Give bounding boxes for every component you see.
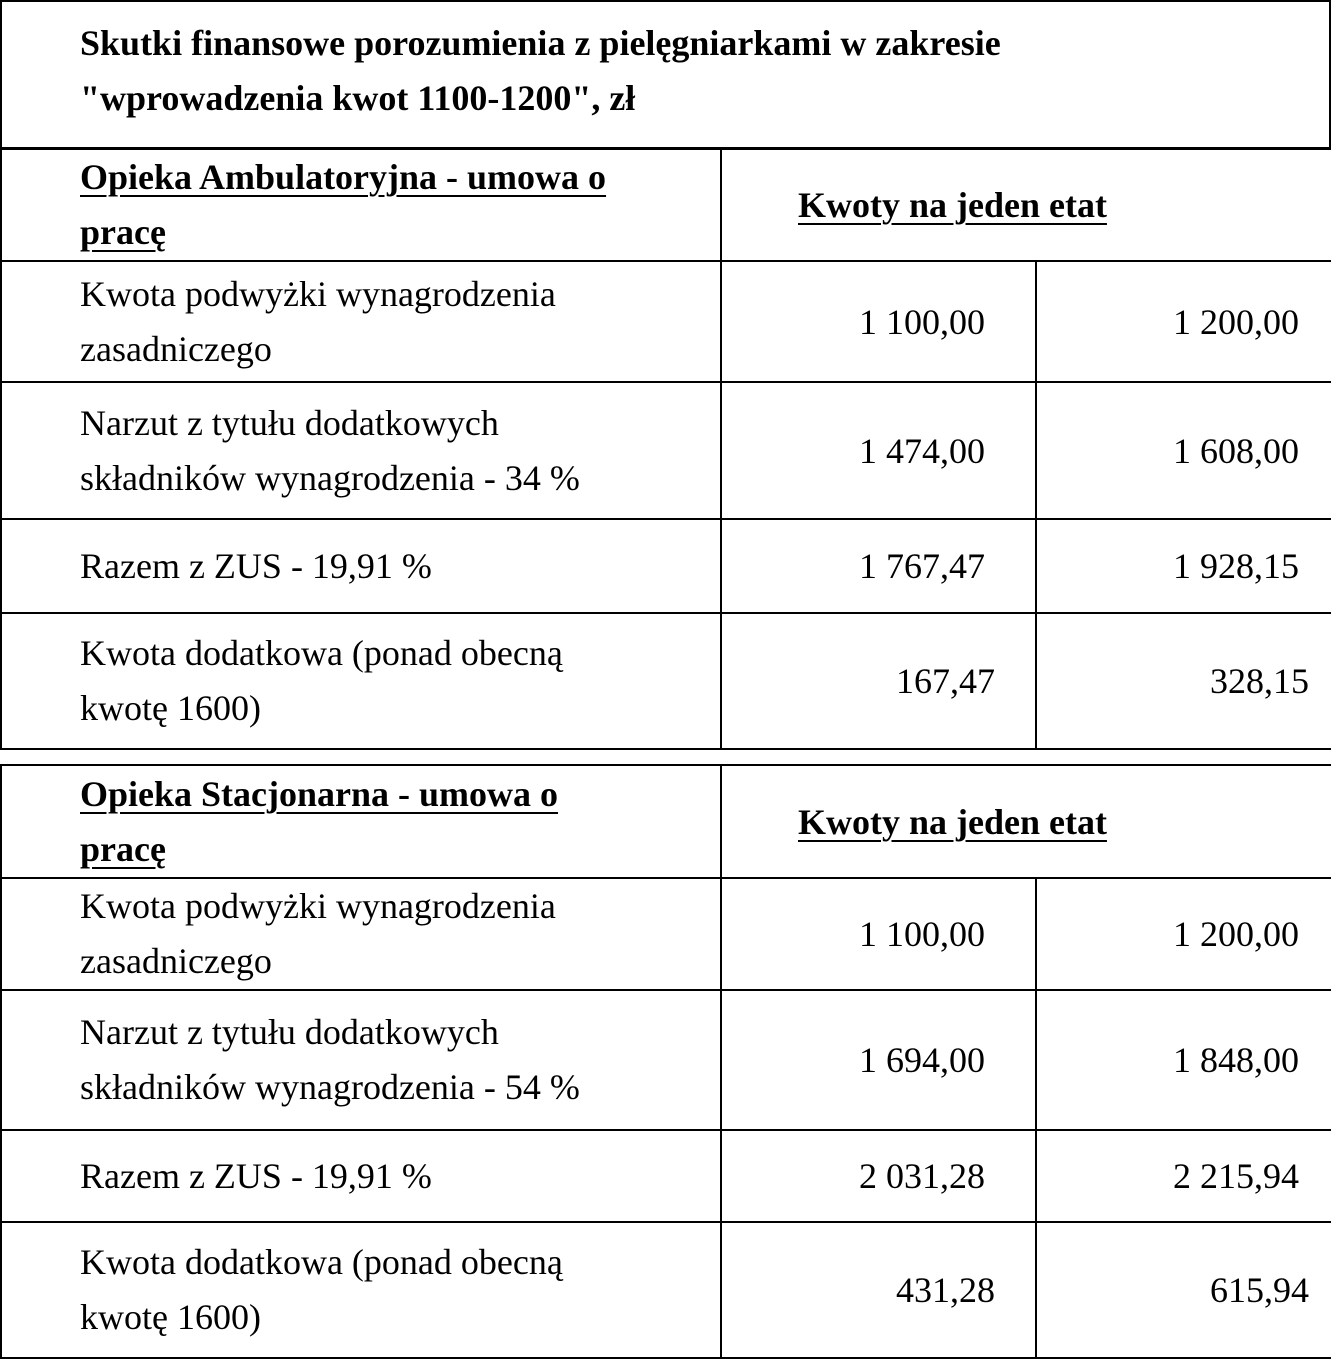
value-1200: 1 200,00 bbox=[1036, 878, 1331, 990]
table-row bbox=[1, 1130, 1331, 1222]
value-1100: 1 767,47 bbox=[721, 519, 1036, 613]
table-row bbox=[1, 878, 1331, 990]
section-heading-line-1: Opieka Ambulatoryjna - umowa o bbox=[80, 156, 607, 197]
row-label-line-1: Kwota podwyżki wynagrodzenia bbox=[80, 273, 556, 314]
section-heading-line-2: pracę bbox=[80, 211, 166, 252]
row-label-line-1: Kwota dodatkowa (ponad obecną bbox=[80, 1242, 563, 1282]
value-1200: 1 928,15 bbox=[1036, 519, 1331, 613]
table-row bbox=[1, 382, 1331, 519]
table-row bbox=[1, 990, 1331, 1130]
section-ambulatory-table bbox=[0, 147, 1331, 750]
row-label bbox=[1, 990, 721, 1130]
row-label-line-1: Kwota podwyżki wynagrodzenia bbox=[80, 886, 556, 926]
amounts-header: Kwoty na jeden etat bbox=[721, 148, 1331, 261]
row-label-line-2: kwotę 1600) bbox=[80, 688, 261, 728]
section-heading-line-2: pracę bbox=[80, 828, 166, 869]
table-row bbox=[1, 1222, 1331, 1358]
row-label-line-2: zasadniczego bbox=[80, 941, 272, 981]
section-header-row bbox=[1, 148, 1331, 261]
section-header-row bbox=[1, 765, 1331, 878]
row-label bbox=[1, 261, 721, 382]
value-1100: 1 474,00 bbox=[721, 382, 1036, 519]
row-label-line-1: Narzut z tytułu dodatkowych bbox=[80, 1012, 499, 1052]
value-1200: 1 608,00 bbox=[1036, 382, 1331, 519]
value-1100: 2 031,28 bbox=[721, 1130, 1036, 1222]
row-label-line-2: składników wynagrodzenia - 34 % bbox=[80, 457, 580, 498]
table-row bbox=[1, 519, 1331, 613]
table-row bbox=[1, 261, 1331, 382]
row-label-line-2: zasadniczego bbox=[80, 328, 272, 369]
title-line-1: Skutki finansowe porozumienia z pielęgniarkami w zakresie bbox=[80, 23, 1001, 63]
section-inpatient-table bbox=[0, 764, 1331, 1359]
value-1100: 431,28 bbox=[721, 1222, 1036, 1358]
section-heading bbox=[1, 148, 721, 261]
title-line-2: "wprowadzenia kwot 1100-1200", zł bbox=[80, 78, 636, 118]
amounts-header: Kwoty na jeden etat bbox=[721, 765, 1331, 878]
row-label bbox=[1, 1222, 721, 1358]
value-1100: 1 694,00 bbox=[721, 990, 1036, 1130]
row-label bbox=[1, 382, 721, 519]
value-1100: 167,47 bbox=[721, 613, 1036, 749]
section-heading bbox=[1, 765, 721, 878]
row-label-line-1: Narzut z tytułu dodatkowych bbox=[80, 402, 499, 443]
value-1100: 1 100,00 bbox=[721, 878, 1036, 990]
document-title bbox=[1, 1, 1330, 149]
row-label: Razem z ZUS - 19,91 % bbox=[1, 519, 721, 613]
value-1200: 1 848,00 bbox=[1036, 990, 1331, 1130]
row-label bbox=[1, 613, 721, 749]
value-1100: 1 100,00 bbox=[721, 261, 1036, 382]
value-1200: 615,94 bbox=[1036, 1222, 1331, 1358]
section-heading-line-1: Opieka Stacjonarna - umowa o bbox=[80, 773, 559, 814]
row-label: Razem z ZUS - 19,91 % bbox=[1, 1130, 721, 1222]
table-row bbox=[1, 613, 1331, 749]
row-label-line-2: kwotę 1600) bbox=[80, 1297, 261, 1337]
title-table bbox=[0, 0, 1331, 150]
value-1200: 1 200,00 bbox=[1036, 261, 1331, 382]
value-1200: 2 215,94 bbox=[1036, 1130, 1331, 1222]
row-label-line-2: składników wynagrodzenia - 54 % bbox=[80, 1067, 580, 1107]
value-1200: 328,15 bbox=[1036, 613, 1331, 749]
row-label-line-1: Kwota dodatkowa (ponad obecną bbox=[80, 633, 563, 673]
row-label bbox=[1, 878, 721, 990]
